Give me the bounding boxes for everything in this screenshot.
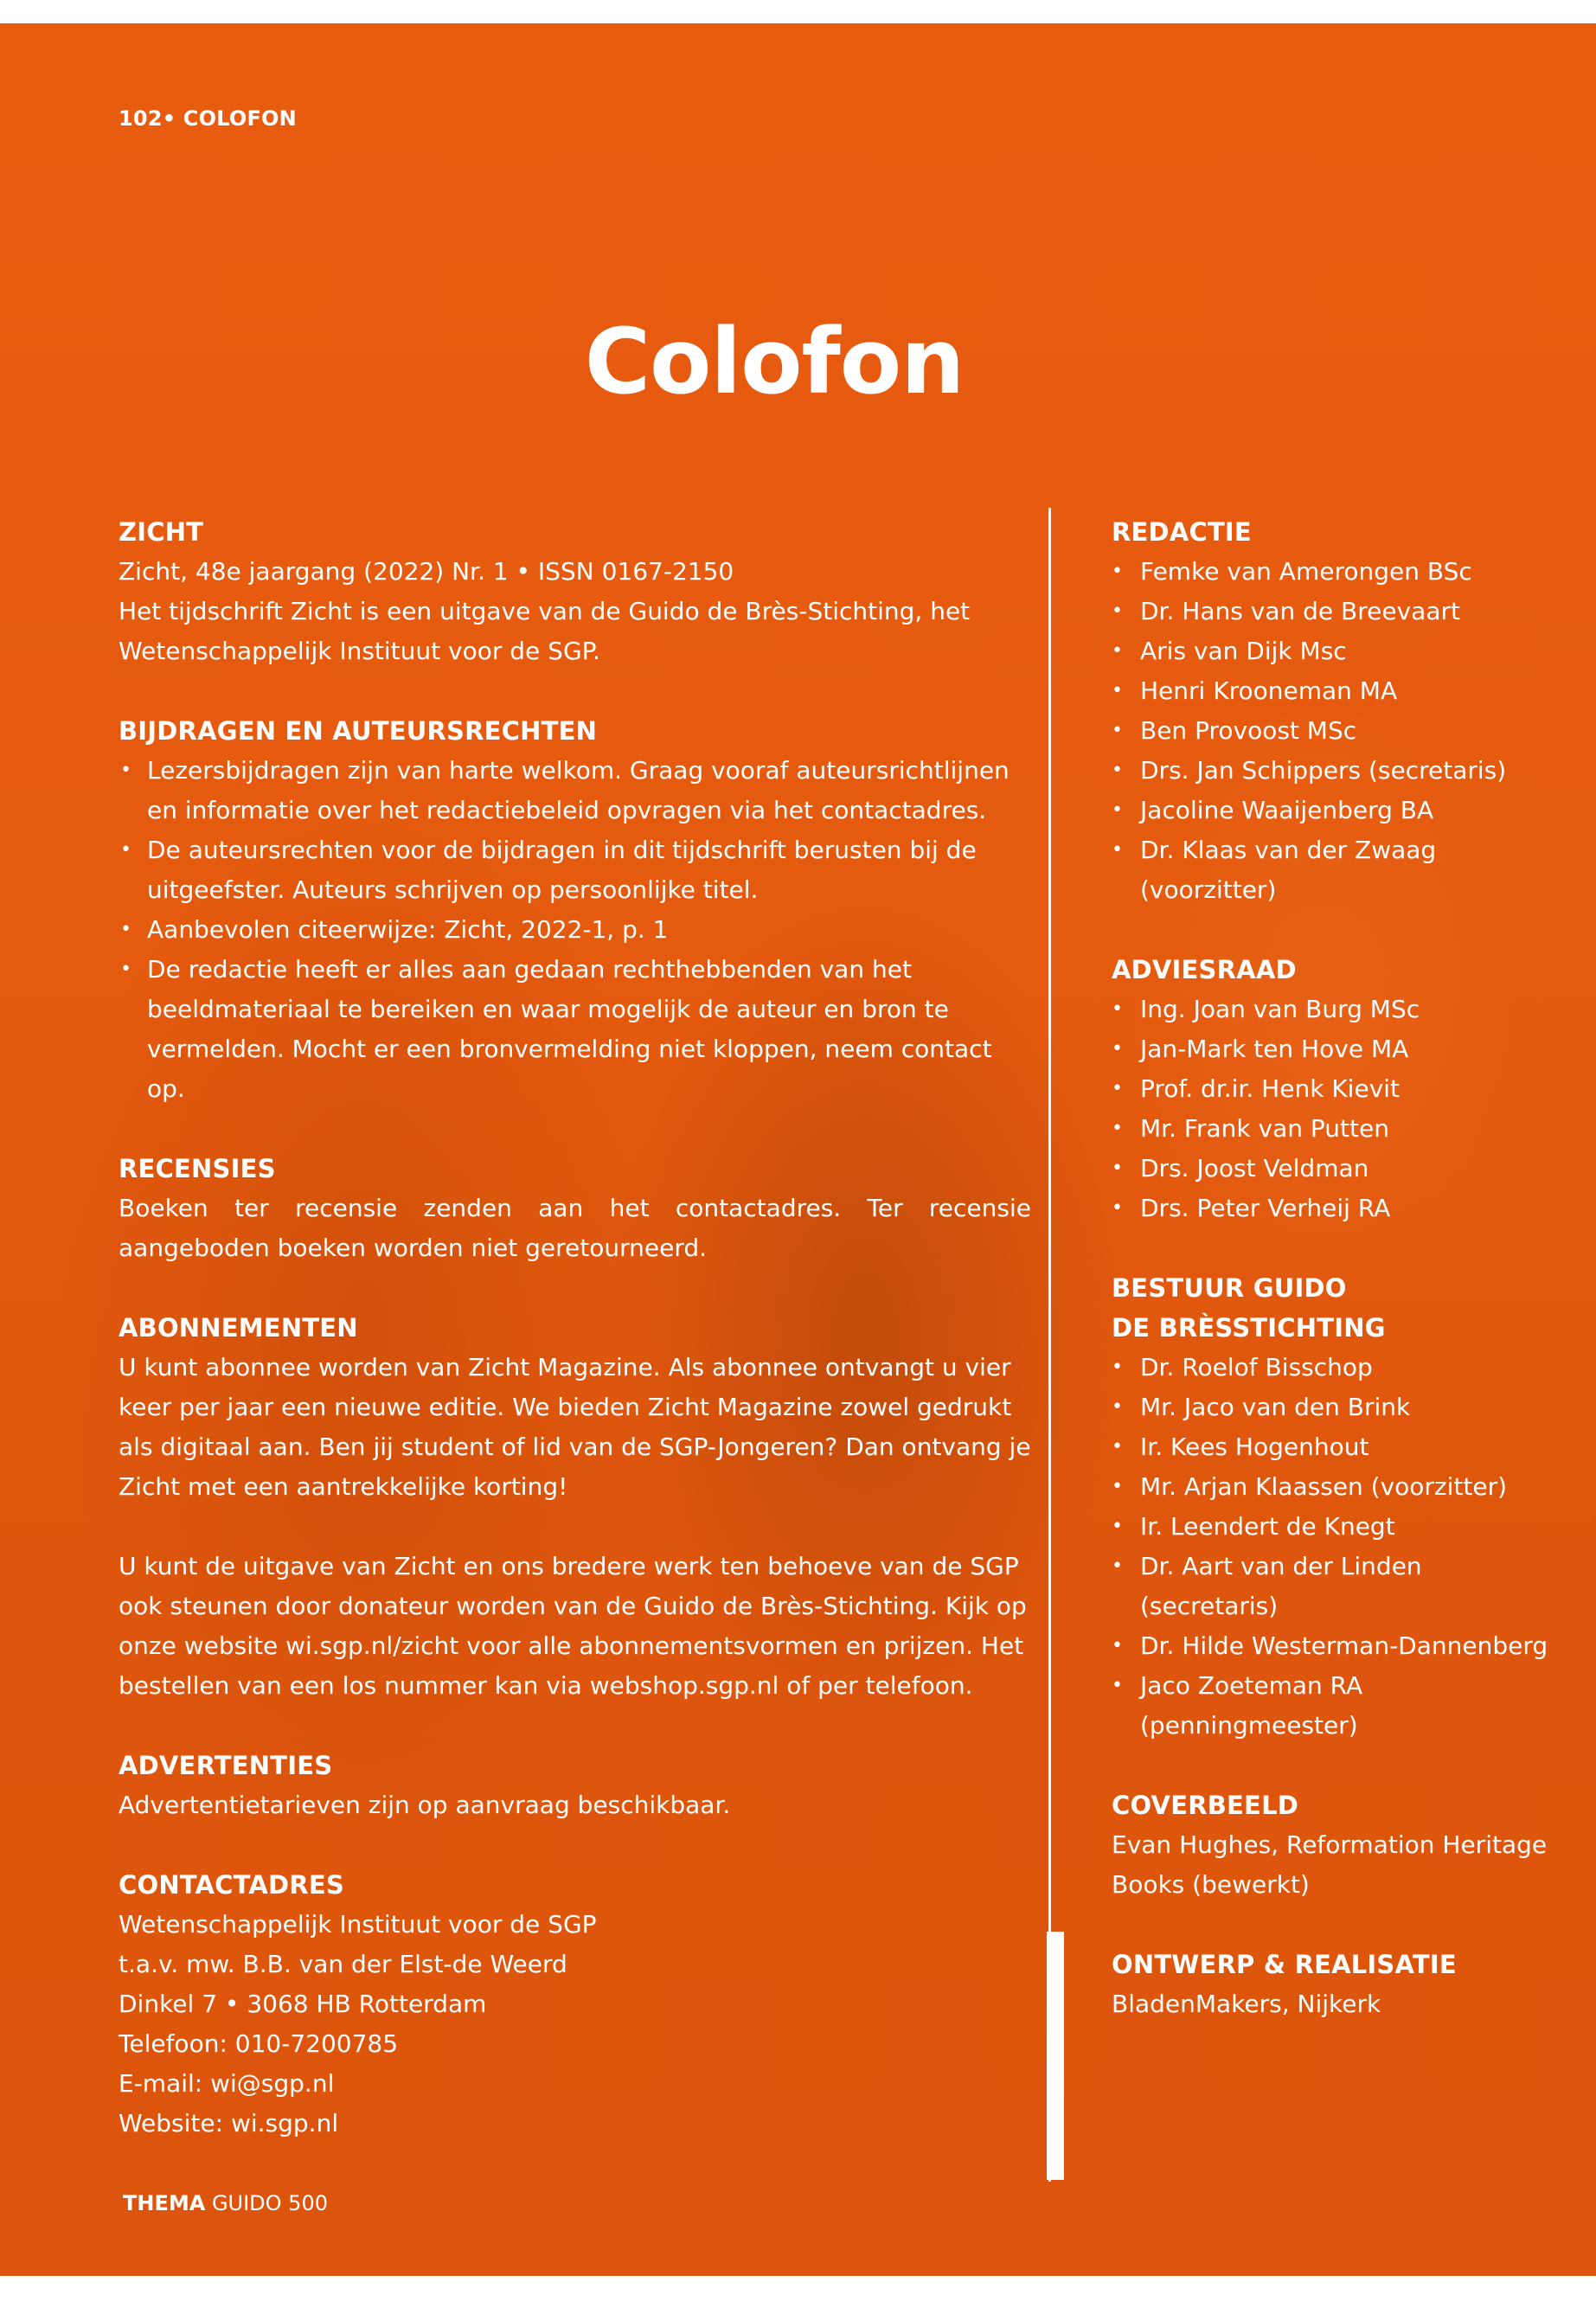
section-heading: ZICHT (119, 517, 204, 547)
email-line: E-mail: wi@sgp.nl (119, 2069, 335, 2098)
column-divider-accent (1047, 1932, 1064, 2180)
bullet-icon: • (1112, 1516, 1123, 1537)
list-item: • Henri Krooneman MA (1112, 671, 1553, 711)
section-heading: CONTACTADRES (119, 1870, 344, 1900)
list-item: • Mr. Arjan Klaassen (voorzitter) (1112, 1467, 1553, 1507)
list-item: • Jacoline Waaijenberg BA (1112, 791, 1553, 830)
page-footer (123, 2191, 328, 2215)
bullet-icon: • (1112, 1476, 1123, 1497)
list-item: • Aanbevolen citeerwijze: Zicht, 2022-1, p. 1 (119, 910, 1031, 950)
bullet-icon: • (1112, 720, 1123, 741)
running-head: 102• COLOFON (119, 106, 297, 131)
bullet-list (1112, 1348, 1553, 1746)
list-item: • Prof. dr.ir. Henk Kievit (1112, 1069, 1553, 1109)
page-title: Colofon (584, 309, 965, 414)
bullet-icon: • (1112, 760, 1123, 781)
address-line: Wetenschappelijk Instituut voor de SGP (119, 1910, 597, 1939)
bullet-icon: • (1112, 839, 1123, 861)
section-abonnementen (119, 1308, 1031, 1706)
bullet-icon: • (1112, 1356, 1123, 1378)
list-item: • Ben Provoost MSc (1112, 711, 1553, 751)
bullet-icon: • (1112, 640, 1123, 662)
text-line: Het tijdschrift Zicht is een uitgave van de Guido de Brès-Stichting, het (119, 597, 971, 625)
bullet-icon: • (1112, 1675, 1123, 1696)
section-text: Advertentietarieven zijn op aanvraag beschikbaar. (119, 1791, 731, 1819)
section-heading: REDACTIE (1112, 517, 1252, 547)
bullet-icon: • (1112, 1436, 1123, 1458)
bullet-icon: • (1112, 561, 1123, 582)
bullet-icon: • (120, 839, 131, 861)
list-item: • Ir. Leendert de Knegt (1112, 1507, 1553, 1547)
bullet-list (1112, 990, 1553, 1228)
bullet-icon: • (120, 919, 131, 940)
text-line: Wetenschappelijk Instituut voor de SGP. (119, 637, 601, 665)
list-item: • Drs. Peter Verheij RA (1112, 1189, 1553, 1228)
bullet-list (119, 751, 1031, 1109)
list-item: • Ing. Joan van Burg MSc (1112, 990, 1553, 1029)
list-item: • Jan-Mark ten Hove MA (1112, 1029, 1553, 1069)
list-item: • Jaco Zoeteman RA (penningmeester) (1112, 1666, 1553, 1746)
section-text: Evan Hughes, Reformation Heritage Books (bewerkt) (1112, 1830, 1548, 1899)
section-bijdragen (119, 711, 1031, 1109)
list-item: • Dr. Roelof Bisschop (1112, 1348, 1553, 1388)
bullet-icon: • (1112, 1396, 1123, 1418)
text-line: Zicht, 48e jaargang (2022) Nr. 1 • ISSN 0167-2150 (119, 557, 734, 586)
bullet-icon: • (1112, 998, 1123, 1020)
section-adviesraad (1112, 950, 1553, 1228)
section-heading: RECENSIES (119, 1154, 276, 1183)
list-item: • Dr. Aart van der Linden (secretaris) (1112, 1547, 1553, 1626)
list-item: • Dr. Klaas van der Zwaag (voorzitter) (1112, 830, 1553, 910)
section-heading: BESTUUR GUIDO (1112, 1273, 1347, 1303)
section-heading: ABONNEMENTEN (119, 1313, 358, 1343)
colofon-page (0, 23, 1596, 2276)
website-line: Website: wi.sgp.nl (119, 2109, 339, 2138)
list-item: • Drs. Jan Schippers (secretaris) (1112, 751, 1553, 791)
bullet-icon: • (1112, 680, 1123, 702)
bullet-icon: • (1112, 799, 1123, 821)
list-item: • Dr. Hilde Westerman-Dannenberg (1112, 1626, 1553, 1666)
bullet-icon: • (1112, 1157, 1123, 1179)
list-item: • Mr. Jaco van den Brink (1112, 1388, 1553, 1427)
section-coverbeeld (1112, 1785, 1553, 1905)
bullet-icon: • (1112, 1555, 1123, 1577)
column-divider (1048, 508, 1051, 2182)
left-column (119, 512, 1031, 2183)
list-item: • Drs. Joost Veldman (1112, 1149, 1553, 1189)
bullet-icon: • (120, 958, 131, 980)
section-heading: DE BRÈSSTICHTING (1112, 1313, 1386, 1343)
section-text: BladenMakers, Nijkerk (1112, 1990, 1381, 2018)
bullet-icon: • (1112, 600, 1123, 622)
list-item: • Mr. Frank van Putten (1112, 1109, 1553, 1149)
section-heading: ADVIESRAAD (1112, 955, 1297, 984)
right-column (1112, 512, 1553, 2064)
section-text: Boeken ter recensie zenden aan het contactadres. Ter recensie aangeboden boeken worden niet geretourneerd. (119, 1194, 1031, 1262)
bullet-icon: • (1112, 1038, 1123, 1060)
bullet-icon: • (1112, 1197, 1123, 1219)
section-bestuur (1112, 1268, 1553, 1746)
list-item: • Ir. Kees Hogenhout (1112, 1427, 1553, 1467)
address-line: t.a.v. mw. B.B. van der Elst-de Weerd (119, 1950, 567, 1978)
section-text: U kunt de uitgave van Zicht en ons bredere werk ten behoeve van de SGP ook steunen door donateur worden van de Guido de Brès-Stichting. Kijk op onze website wi.sgp.nl/zicht voor alle abonnementsvormen en prijzen. Het bestellen van een los nummer kan via webshop.sgp.nl of per telefoon. (119, 1552, 1027, 1700)
section-heading: ONTWERP & REALISATIE (1112, 1950, 1457, 1979)
bullet-icon: • (1112, 1078, 1123, 1099)
list-item: • Aris van Dijk Msc (1112, 631, 1553, 671)
section-advertenties (119, 1746, 1031, 1825)
section-text: U kunt abonnee worden van Zicht Magazine. Als abonnee ontvangt u vier keer per jaar een nieuwe editie. We bieden Zicht Magazine zowel gedrukt als digitaal aan. Ben jij student of lid van de SGP-Jongeren? Dan ontvang je Zicht met een aantrekkelijke korting! (119, 1353, 1031, 1501)
bullet-icon: • (120, 760, 131, 781)
list-item: • Dr. Hans van de Breevaart (1112, 592, 1553, 631)
bullet-icon: • (1112, 1635, 1123, 1657)
list-item: • Lezersbijdragen zijn van harte welkom. Graag vooraf auteursrichtlijnen en informatie over het redactiebeleid opvragen via het contactadres. (119, 751, 1031, 830)
address-line: Dinkel 7 • 3068 HB Rotterdam (119, 1990, 487, 2018)
section-contactadres (119, 1865, 1031, 2144)
section-heading: ADVERTENTIES (119, 1751, 333, 1780)
section-redactie (1112, 512, 1553, 910)
list-item: • De redactie heeft er alles aan gedaan rechthebbenden van het beeldmateriaal te bereiken en waar mogelijk de auteur en bron te vermelden. Mocht er een bronvermelding niet kloppen, neem contact op. (119, 950, 1031, 1109)
bullet-list (1112, 552, 1553, 910)
footer-issue-label: GUIDO 500 (205, 2191, 328, 2215)
section-heading: COVERBEELD (1112, 1791, 1299, 1820)
section-heading: BIJDRAGEN EN AUTEURSRECHTEN (119, 716, 598, 746)
list-item: • Femke van Amerongen BSc (1112, 552, 1553, 592)
section-recensies (119, 1149, 1031, 1268)
list-item: • De auteursrechten voor de bijdragen in dit tijdschrift berusten bij de uitgeefster. Auteurs schrijven op persoonlijke titel. (119, 830, 1031, 910)
bullet-icon: • (1112, 1118, 1123, 1139)
section-zicht (119, 512, 1031, 671)
phone-line: Telefoon: 010-7200785 (119, 2029, 399, 2058)
section-ontwerp (1112, 1945, 1553, 2024)
footer-magazine-label: THEMA (123, 2191, 206, 2215)
